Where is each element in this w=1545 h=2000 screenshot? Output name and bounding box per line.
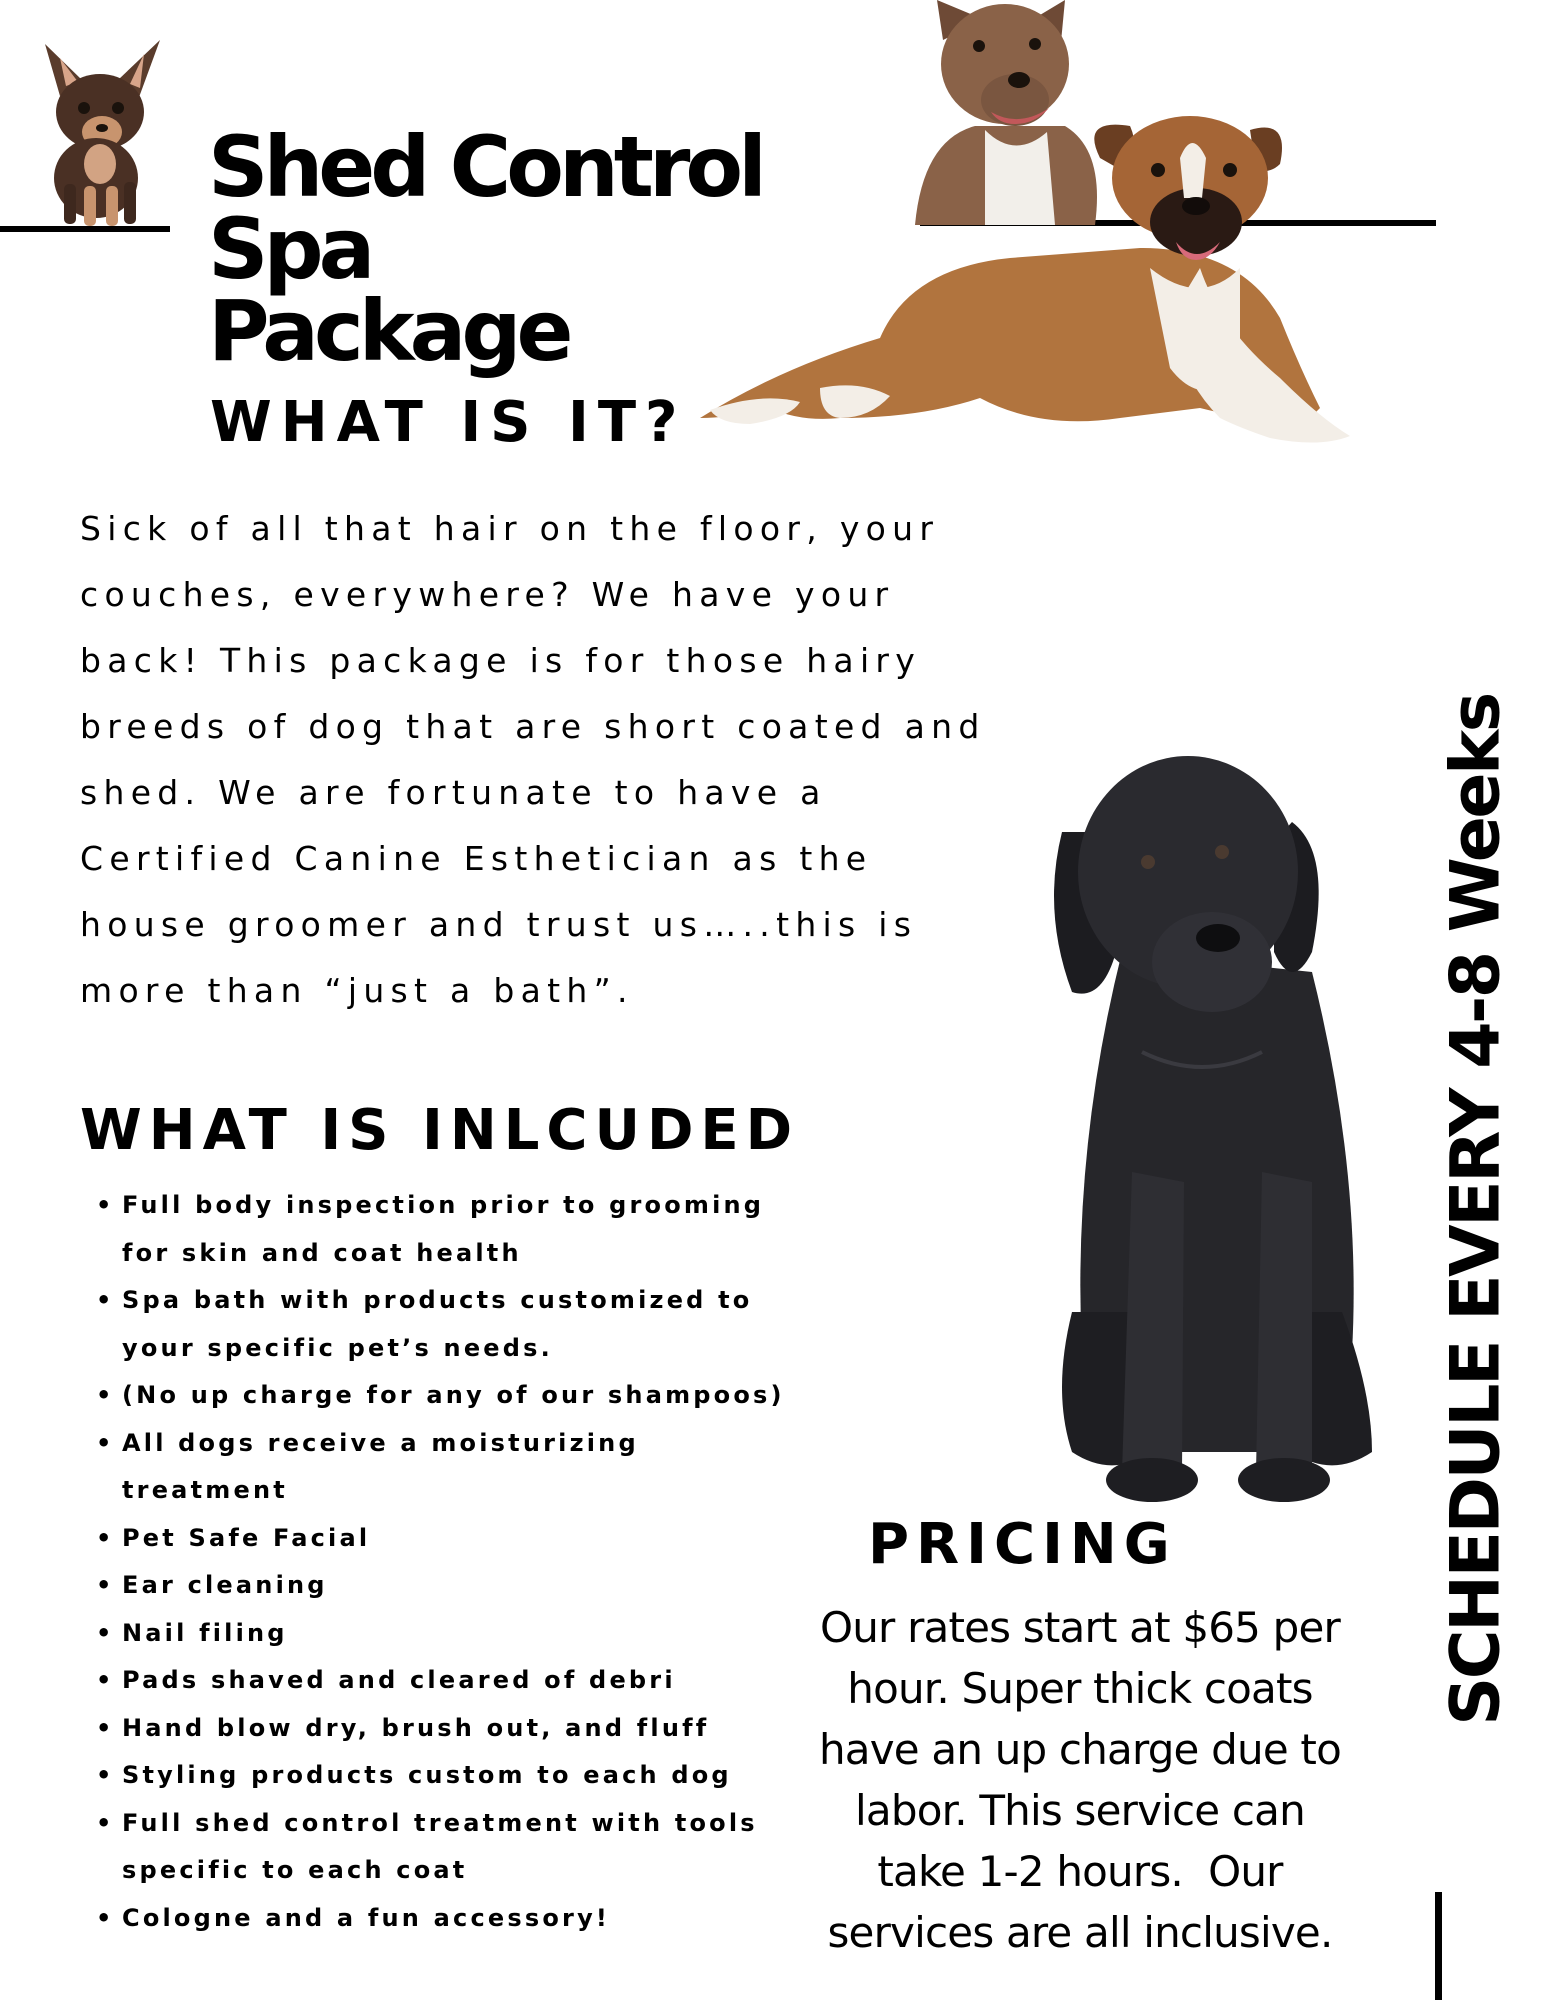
pricing-text: Our rates start at $65 per hour. Super thick coats have an up charge due to labor. This service can take 1-2 hours. Our services are all inclusive. <box>818 1603 1341 1957</box>
pricing-heading: PRICING <box>868 1512 1177 1577</box>
list-item: • All dogs receive a moisturizing treatment <box>96 1420 796 1515</box>
what-is-it-heading: WHAT IS IT? <box>210 390 687 455</box>
black-labrador-photo <box>1012 752 1384 1514</box>
list-item: • Styling products custom to each dog <box>96 1752 796 1800</box>
list-item: • Hand blow dry, brush out, and fluff <box>96 1705 796 1753</box>
what-is-it-text: Sick of all that hair on the floor, your couches, everywhere? We have your back! This package is for those hairy breeds of dog that are short coated and shed. We are fortunate to have a Certified Canine Esthetician as the house groomer and trust us…..this is more than “just a bath”. <box>80 509 986 1010</box>
title-line-1: Shed Control Spa <box>208 118 762 298</box>
page-title <box>208 118 928 380</box>
list-item: • Cologne and a fun accessory! <box>96 1895 796 1943</box>
list-item: • Ear cleaning <box>96 1562 796 1610</box>
title-line-2: Package <box>208 282 569 380</box>
chihuahua-photo <box>20 36 170 228</box>
included-list <box>96 1182 796 1942</box>
list-item: • Pads shaved and cleared of debri <box>96 1657 796 1705</box>
what-is-included-heading: WHAT IS INLCUDED <box>80 1098 800 1163</box>
list-item: • Full body inspection prior to grooming for skin and coat health <box>96 1182 796 1277</box>
schedule-banner: SCHEDULE EVERY 4-8 Weeks <box>1436 694 1516 1726</box>
list-item: • Spa bath with products customized to your specific pet’s needs. <box>96 1277 796 1372</box>
bottom-right-rule <box>1435 1892 1442 2000</box>
list-item: • Pet Safe Facial <box>96 1515 796 1563</box>
list-item: • (No up charge for any of our shampoos) <box>96 1372 796 1420</box>
list-item: • Nail filing <box>96 1610 796 1658</box>
list-item: • Full shed control treatment with tools specific to each coat <box>96 1800 796 1895</box>
